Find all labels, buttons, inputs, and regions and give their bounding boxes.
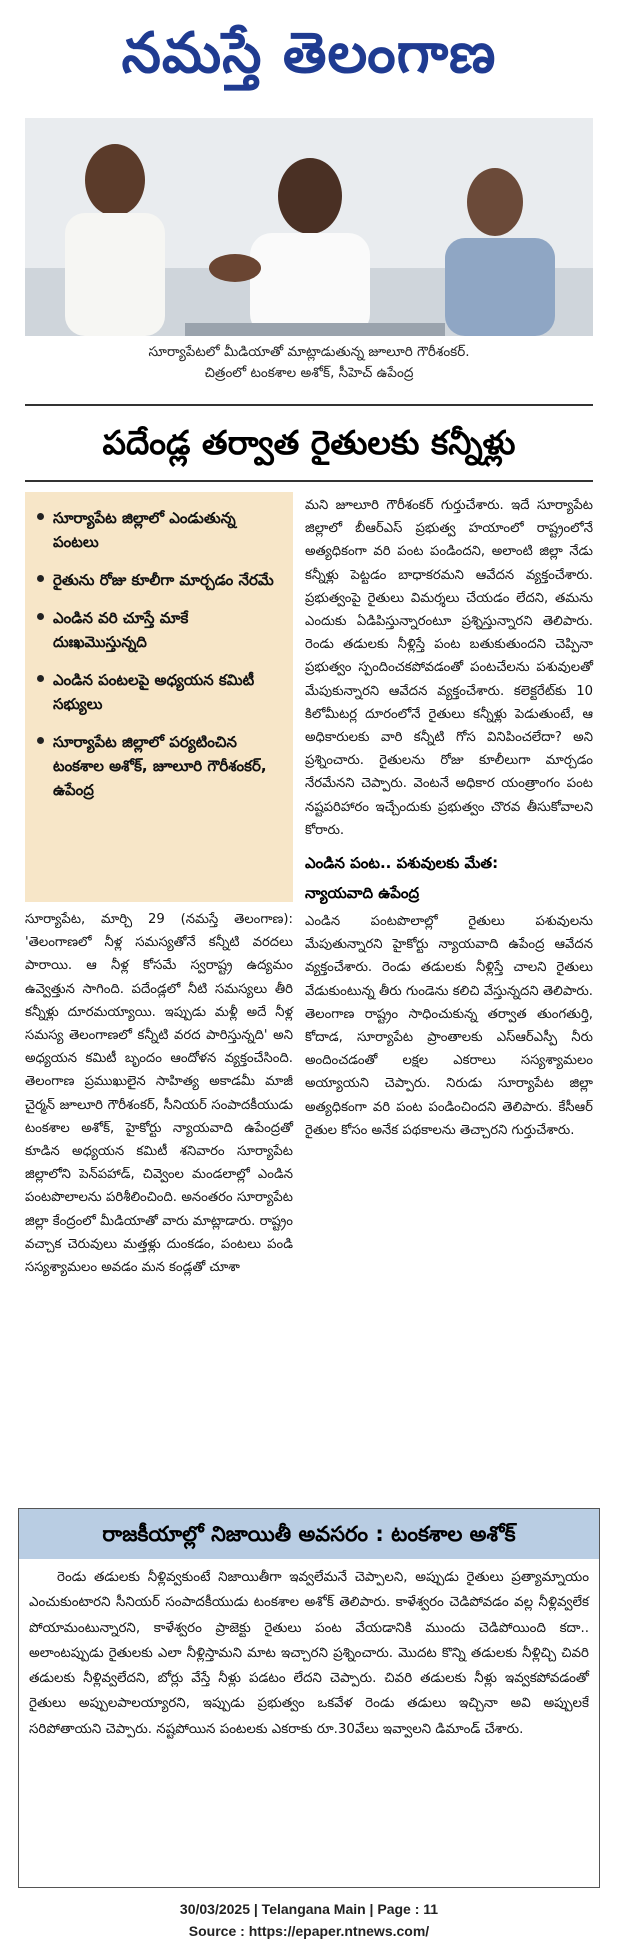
page-footer [0,1898,618,1942]
sidebar-story-box [18,1508,600,1888]
highlights-box [25,492,293,902]
subhead [305,848,593,908]
newspaper-masthead: నమస్తే తెలంగాణ [121,20,497,86]
article-paragraph: సూర్యాపేట, మార్చి 29 (నమస్తే తెలంగాణ): 'తెలంగాణలో నీళ్ల సమస్యతోనే కన్నీటి వరదలు పారాయి. ఆ నీళ్ల కోసమే స్వరాష్ట్ర ఉద్యమం ఉవ్వెత్తున సాగింది. పదేండ్లలో నీటి సమస్యలు తీరి కన్నీళ్లు దూరమయ్యాయి. ఇప్పుడు మళ్లీ అదే నీళ్ల సమస్య తెలంగాణలో కన్నీటి వరద పారిస్తున్నది' అని అధ్యయన కమిటీ బృందం ఆందోళన వ్యక్తంచేసింది. తెలంగాణ ప్రముఖులైన సాహిత్య అకాడమీ మాజీ చైర్మన్ జూలూరి గౌరీశంకర్, సీనియర్ సంపాదకీయుడు టంకశాల అశోక్, హైకోర్టు న్యాయవాది ఉపేంద్రతో కూడిన అధ్యయన కమిటీ శనివారం సూర్యాపేట జిల్లాలోని పెన్‌పహాడ్, చివ్వెంల మండలాల్లో ఎండిన పంటపొలాలను పరిశీలించింది. అనంతరం సూర్యాపేట జిల్లా కేంద్రంలో మీడియాతో వారు మాట్లాడారు. రాష్ట్రం వచ్చాక చెరువులు మత్తళ్లు దుంకడం, పంటలు పండి సస్యశ్యామలం అవడం మన కండ్లతో చూశా [25,912,293,1276]
footer-source-link[interactable]: Source : https://epaper.ntnews.com/ [188,1923,430,1939]
article-paragraph: ఎండిన పంటపొలాల్లో రైతులు పశువులను మేపుతున్నారని హైకోర్టు న్యాయవాది ఉపేంద్ర ఆవేదన వ్యక్తంచేశారు. రెండు తడులకు నీళ్లిస్తే చాలని రైతులు వేడుకుంటున్న తీరు గుండెను కలిచి వేస్తున్నదని తెలిపారు. తెలంగాణ రాష్ట్రం సాధించుకున్న తర్వాత తుంగతుర్తి, కోదాడ, సూర్యాపేట ప్రాంతాలకు ఎస్ఆర్ఎస్పీ నీరు అందించడంతో లక్షల ఎకరాలు సస్యశ్యామలం అయ్యాయని చెప్పారు. నిరుడు సూర్యాపేట జిల్లా అత్యధికంగా వరి పంట పండించిందని తెలిపారు. కేసీఆర్ రైతుల కోసం అనేక పథకాలను తెచ్చారని గుర్తుచేశారు. [305,914,593,1138]
headline-top-rule [25,404,593,406]
photo-illustration [25,118,593,336]
footer-date-line: 30/03/2025 | Telangana Main | Page : 11 [179,1901,439,1917]
bullet-icon [37,575,44,582]
sidebar-story-body [29,1565,589,1742]
headline-bottom-rule [25,480,593,482]
highlight-item: రైతును రోజు కూలీగా మార్చడం నేరమే [35,568,285,592]
highlight-item: సూర్యాపేట జిల్లాలో పర్యటించిన టంకశాల అశోక్, జూలూరి గౌరీశంకర్, ఉపేంద్ర [35,730,285,802]
highlight-item: ఎండిన పంటలపై అధ్యయన కమిటీ సభ్యులు [35,668,285,716]
bullet-icon [37,675,44,682]
bullet-icon [37,737,44,744]
highlight-item: ఎండిన వరి చూస్తే మాకే దుఃఖమొస్తున్నది [35,606,285,654]
bullet-icon [37,613,44,620]
article-paragraph: మని జూలూరి గౌరీశంకర్ గుర్తుచేశారు. ఇదే సూర్యాపేట జిల్లాలో బీఆర్ఎస్ ప్రభుత్వ హయాంలో రాష్ట్రంలోనే అత్యధికంగా వరి పంట పండిందని, అలాంటి జిల్లా నేడు కన్నీళ్లు పెట్టడం బాధాకరమని ఆవేదన వ్యక్తంచేశారు. ప్రభుత్వంపై రైతులు విమర్శలు చేయడం లేదని, తమను ఎందుకు ఏడిపిస్తున్నారంటూ ప్రశ్నిస్తున్నారని తెలిపారు. రెండు తడులకు నీళ్లిస్తే పంట బతుకుతుందని చెప్పినా ప్రభుత్వం స్పందించకపోవడంతో పంటచేలను పశువులతో మేపుకున్నారని ఆవేదన వ్యక్తంచేశారు. కలెక్టరేట్‌కు 10 కిలోమీటర్ల దూరంలోనే రైతులు కన్నీళ్లు పెడుతుంటే, ఆ అధికారులకు వారి కన్నీటి గోస వినిపించలేదా? అని ప్రశ్నించారు. రైతులను రోజు కూలీలుగా మార్చడం నేరమేనని చెప్పారు. వెంటనే అధికార యంత్రాంగం పంట నష్టపరిహారం ఇచ్చేందుకు ప్రభుత్వం చొరవ తీసుకోవాలని కోరారు. [305,498,593,838]
subhead-line-1: ఎండిన పంట.. పశువులకు మేత: [305,854,499,873]
article-right-column [305,494,593,1142]
headline: పదేండ్ల తర్వాత రైతులకు కన్నీళ్లు [102,423,516,462]
sidebar-story-title: రాజకీయాల్లో నిజాయితీ అవసరం : టంకశాల అశోక్ [19,1509,599,1559]
bullet-icon [37,513,44,520]
photo-caption [25,342,593,384]
caption-line-1: సూర్యాపేటలో మీడియాతో మాట్లాడుతున్న జూలూరి గౌరీశంకర్. [148,344,470,360]
sidebar-story-paragraph: రెండు తడులకు నీళ్లివ్వకుంటే నిజాయితీగా ఇవ్వలేమనే చెప్పాలని, అప్పుడు రైతులు ప్రత్యామ్నాయం ఎంచుకుంటారని సీనియర్ సంపాదకీయుడు టంకశాల అశోక్ తెలిపారు. కాళేశ్వరం చెడిపోవడం వల్ల నీళ్లివ్వలేక పోయామంటున్నారని, కాళేశ్వరం ప్రాజెక్టు రైతులు పంట వేయడానికి ముందు చెడిపోయింది కదా.. అలాంటప్పుడు రైతులకు ఎలా నీళ్లిస్తామని మాట ఇచ్చారని ప్రశ్నించారు. మొదట కొన్ని తడులకు నీళ్లిచ్చి చివరి తడులకు నీళ్లివ్వలేదని, బోర్లు వేస్తే నీళ్లు పడటం లేదని చెప్పారు. చివరి తడులకు నీళ్లు ఇవ్వకపోవడంతో రైతులు అప్పులపాలయ్యారని, ఇప్పుడు ప్రభుత్వం ఒకవేళ రెండు తడులు ఇచ్చినా అవి అప్పులకే సరిపోతాయని చెప్పారు. నష్టపోయిన పంటలకు ఎకరాకు రూ.30వేలు ఇవ్వాలని డిమాండ్ చేశారు. [29,1570,589,1737]
subhead-line-2: న్యాయవాది ఉపేంద్ర [305,884,420,903]
news-photo [25,118,593,336]
article-left-column [25,908,293,1279]
highlight-item: సూర్యాపేట జిల్లాలో ఎండుతున్న పంటలు [35,506,285,554]
caption-line-2: చిత్రంలో టంకశాల అశోక్, సీహెచ్ ఉపేంద్ర [204,365,414,381]
